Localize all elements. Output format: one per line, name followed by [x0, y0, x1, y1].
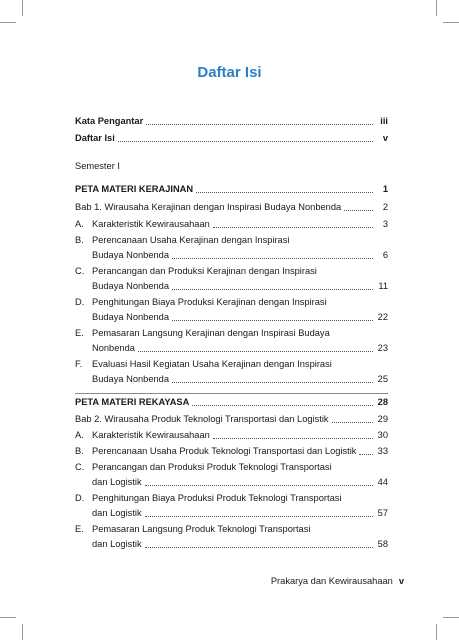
toc-page-number: 28 — [377, 397, 388, 407]
toc-entry[interactable] — [75, 293, 388, 308]
entry-letter: A. — [75, 430, 84, 440]
toc-entry[interactable] — [75, 489, 388, 504]
toc-entry[interactable] — [75, 458, 388, 473]
entry-letter: A. — [75, 219, 84, 229]
toc-page-number: 58 — [377, 539, 388, 549]
entry-text: Perancangan dan Produksi Kerajinan dengan Inspirasi — [92, 266, 317, 276]
entry-text: dan Logistik — [92, 539, 142, 549]
dot-leader — [172, 319, 373, 321]
toc-page-number: 1 — [382, 184, 388, 194]
toc-page-number: 57 — [377, 508, 388, 518]
toc-page-number: 30 — [377, 430, 388, 440]
dot-leader — [213, 437, 373, 439]
toc-entry[interactable] — [75, 442, 388, 457]
entry-text: Budaya Nonbenda — [92, 281, 170, 291]
toc-page-number: 11 — [378, 281, 388, 291]
chapter-entry[interactable] — [75, 410, 388, 425]
crop-mark — [0, 22, 16, 23]
toc-page-number: 2 — [382, 202, 388, 212]
dot-leader — [332, 421, 373, 423]
entry-letter: C. — [75, 266, 85, 276]
dot-leader — [172, 257, 373, 259]
section-heading[interactable] — [75, 180, 388, 195]
toc-page-number: 3 — [382, 219, 388, 229]
toc-entry-daftar-isi[interactable] — [75, 129, 388, 144]
entry-text: Perancangan dan Produksi Produk Teknologi Transportasi — [92, 462, 332, 472]
section-heading-text: PETA MATERI KERAJINAN — [75, 184, 194, 194]
dot-leader — [146, 123, 373, 125]
entry-text: Perencanaan Usaha Produk Teknologi Transportasi dan Logistik — [92, 446, 357, 456]
toc-entry[interactable] — [75, 355, 388, 370]
toc-page-number: 6 — [382, 250, 388, 260]
entry-text: Evaluasi Hasil Kegiatan Usaha Kerajinan dengan Inspirasi — [92, 359, 332, 369]
toc-entry[interactable] — [75, 215, 388, 230]
chapter-text: Bab 2. Wirausaha Produk Teknologi Transportasi dan Logistik — [75, 414, 329, 424]
crop-mark — [0, 617, 16, 618]
entry-letter: F. — [75, 359, 83, 369]
entry-text: Karakteristik Kewirausahaan — [92, 430, 210, 440]
toc-page-number: 33 — [377, 446, 388, 456]
entry-letter: B. — [75, 235, 84, 245]
toc-entry-continuation[interactable] — [75, 308, 388, 323]
footer-book-title: Prakarya dan Kewirausahaan — [270, 576, 393, 586]
toc-page-number: v — [382, 133, 388, 143]
dot-leader — [192, 404, 373, 406]
toc-page-number: 22 — [377, 312, 388, 322]
toc-entry-kata-pengantar[interactable] — [75, 112, 388, 127]
crop-mark — [436, 624, 437, 640]
crop-mark — [22, 0, 23, 16]
crop-mark — [436, 0, 437, 16]
dot-leader — [359, 453, 373, 455]
entry-letter: B. — [75, 446, 84, 456]
toc-entry-continuation[interactable] — [75, 535, 388, 550]
page-footer — [271, 576, 404, 586]
entry-text: Penghitungan Biaya Produksi Kerajinan dengan Inspirasi — [92, 297, 327, 307]
toc-page-number: 44 — [377, 477, 388, 487]
entry-letter: D. — [75, 297, 85, 307]
toc-entry-continuation[interactable] — [75, 504, 388, 519]
toc-entry-continuation[interactable] — [75, 370, 388, 385]
page-title: Daftar Isi — [197, 64, 262, 81]
entry-text: Pemasaran Langsung Kerajinan dengan Inspirasi Budaya — [92, 328, 330, 338]
entry-letter: C. — [75, 462, 85, 472]
entry-letter: D. — [75, 493, 85, 503]
toc-page-number: iii — [380, 116, 388, 126]
toc-page-number: 29 — [377, 414, 388, 424]
toc-entry-text: Daftar Isi — [75, 133, 115, 143]
toc-entry-text: Kata Pengantar — [75, 116, 144, 126]
dot-leader — [196, 191, 373, 193]
entry-text: Penghitungan Biaya Produksi Produk Teknologi Transportasi — [92, 493, 342, 503]
entry-letter: E. — [75, 328, 84, 338]
toc-page-number: 23 — [377, 343, 388, 353]
toc-entry[interactable] — [75, 262, 388, 277]
dot-leader — [213, 226, 373, 228]
toc-entry-continuation[interactable] — [75, 339, 388, 354]
crop-mark — [443, 22, 459, 23]
entry-text: dan Logistik — [92, 477, 142, 487]
chapter-entry[interactable] — [75, 198, 388, 213]
footer-page-number: v — [398, 576, 404, 586]
toc-entry-continuation[interactable] — [75, 473, 388, 488]
entry-text: Budaya Nonbenda — [92, 312, 170, 322]
entry-text: Nonbenda — [92, 343, 135, 353]
toc-entry[interactable] — [75, 324, 388, 339]
dot-leader — [172, 381, 373, 383]
entry-text: Budaya Nonbenda — [92, 374, 170, 384]
toc-entry-continuation[interactable] — [75, 246, 388, 261]
entry-letter: E. — [75, 524, 84, 534]
dot-leader — [172, 288, 373, 290]
section-heading-text: PETA MATERI REKAYASA — [75, 397, 190, 407]
toc-entry[interactable] — [75, 231, 388, 246]
toc-entry-continuation[interactable] — [75, 277, 388, 292]
toc-entry[interactable] — [75, 426, 388, 441]
crop-mark — [443, 617, 459, 618]
entry-text: dan Logistik — [92, 508, 142, 518]
chapter-text: Bab 1. Wirausaha Kerajinan dengan Inspirasi Budaya Nonbenda — [75, 202, 342, 212]
semester-label: Semester I — [75, 161, 120, 171]
dot-leader — [138, 350, 373, 352]
dot-leader — [344, 209, 373, 211]
section-heading[interactable] — [75, 393, 388, 408]
entry-text: Budaya Nonbenda — [92, 250, 170, 260]
entry-text: Pemasaran Langsung Produk Teknologi Transportasi — [92, 524, 311, 534]
dot-leader — [145, 515, 373, 517]
entry-text: Perencanaan Usaha Kerajinan dengan Inspirasi — [92, 235, 290, 245]
dot-leader — [118, 140, 373, 142]
entry-text: Karakteristik Kewirausahaan — [92, 219, 210, 229]
dot-leader — [145, 546, 373, 548]
crop-mark — [22, 624, 23, 640]
dot-leader — [145, 484, 373, 486]
toc-page-number: 25 — [377, 374, 388, 384]
toc-entry[interactable] — [75, 520, 388, 535]
